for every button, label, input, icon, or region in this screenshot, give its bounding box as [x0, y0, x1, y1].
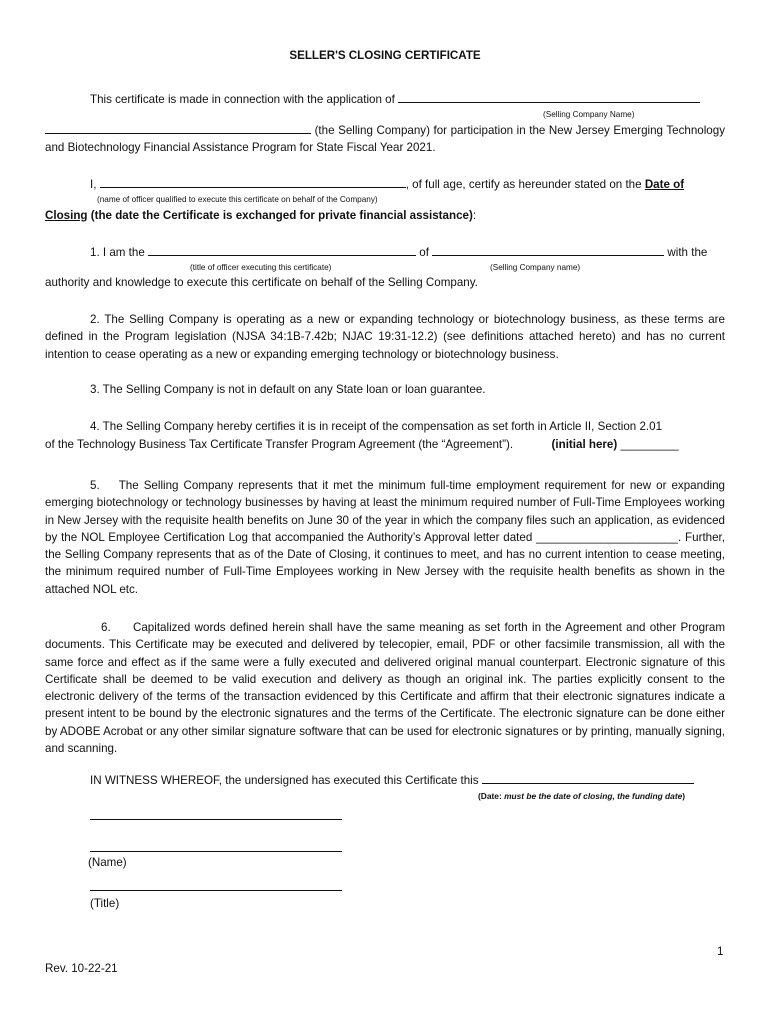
- caption-date-prefix: (Date:: [478, 791, 502, 801]
- item6-number: 6.: [101, 621, 111, 634]
- caption-company-name: (Selling Company Name): [543, 110, 635, 119]
- company-name-blank-3[interactable]: [432, 245, 664, 256]
- item1-line: [90, 245, 707, 260]
- intro-text: This certificate is made in connection with the application of: [90, 93, 395, 106]
- title-label: (Title): [90, 897, 120, 910]
- caption-officer: (name of officer qualified to execute this certificate on behalf of the Company): [97, 195, 378, 204]
- item4-line2: [45, 438, 679, 452]
- witness-line: [90, 773, 694, 788]
- witness-date-blank[interactable]: [482, 773, 694, 784]
- item4-text: of the Technology Business Tax Certificate Transfer Program Agreement (the “Agreement”).: [45, 438, 514, 451]
- revision-label: Rev. 10-22-21: [45, 962, 118, 975]
- officer-name-blank[interactable]: [100, 177, 406, 188]
- title-line[interactable]: [90, 890, 342, 891]
- closing-colon: :: [472, 209, 477, 222]
- approval-date-blank[interactable]: ______________________.: [536, 530, 682, 544]
- closing-line: [45, 209, 476, 223]
- witness-caption: [478, 791, 685, 801]
- intro-line1: [90, 92, 700, 107]
- item5-number: 5.: [90, 479, 100, 492]
- item1-lead: 1. I am the: [90, 246, 145, 259]
- item1-line2: authority and knowledge to execute this certificate on behalf of the Selling Company.: [45, 276, 478, 289]
- certify-prefix: I,: [90, 178, 97, 191]
- caption-date-italic: must be the date of closing, the funding date: [504, 791, 683, 801]
- certify-line: [90, 177, 684, 192]
- officer-title-blank[interactable]: [148, 245, 416, 256]
- item1-of: of: [419, 246, 429, 259]
- item3-line: 3. The Selling Company is not in default on any State loan or loan guarantee.: [90, 383, 486, 396]
- item5-text-a: The Selling Company represents that it met the minimum full-time employment requirement for new or expanding emerging biotechnology or technology businesses by having at least the minimum required number of Full-Time Employees working in New Jersey with the requisite health benefits on June 30 of the year in which the company files such an application, as evidenced by the NOL Employee Certification Log that accompanied the Authority’s Approval letter dated: [45, 479, 725, 544]
- company-name-blank-2[interactable]: [45, 123, 311, 134]
- caption-company-name-2: (Selling Company name): [490, 263, 581, 272]
- page-title: SELLER'S CLOSING CERTIFICATE: [289, 49, 481, 62]
- company-name-blank[interactable]: [398, 92, 700, 103]
- signature-line[interactable]: [90, 819, 342, 820]
- item2-paragraph: 2. The Selling Company is operating as a new or expanding technology or biotechnology business, as these terms are defined in the Program legislation (NJSA 34:1B-7.42b; NJAC 19:31-12.2) (see definitions attached hereto) and has no current intention to cease operating as a new or expanding emerging technology or biotechnology business.: [45, 313, 725, 361]
- item5-text-b: Further, the Selling Company represents that as of the Date of Closing, it continues to meet, and has no current intention to cease meeting, the minimum required number of Full-Time Employees working in New Jersey with the requisite health benefits as shown in the attached NOL etc.: [45, 530, 725, 596]
- intro-paragraph: [45, 122, 725, 157]
- item6-text: Capitalized words defined herein shall have the same meaning as set forth in the Agreement and other Program documents. This Certificate may be executed and delivered by telecopier, email, PDF or other facsimile transmission, all with the same force and effect as if the same were a fully executed and delivered original manual counterpart. Electronic signature of this Certificate shall be deemed to be valid execution and delivery as though an original ink. The parties explicitly consent to the electronic delivery of the terms of the transaction evidenced by this Certificate and affirm that their electronic signatures indicate a present intent to be bound by the electronic signatures and the terms of the Certificate. The electronic signature can be done either by ADOBE Acrobat or any other similar signature software that can be used for electronic signatures or by printing, manually signing, and scanning.: [45, 621, 725, 756]
- item6-paragraph: [45, 619, 725, 757]
- closing-definition: (the date the Certificate is exchanged for private financial assistance): [90, 209, 473, 222]
- caption-date-suffix: ): [682, 791, 686, 801]
- item1-with: with the: [667, 246, 708, 259]
- closing-label: Closing: [45, 209, 88, 222]
- caption-officer-title: (title of officer executing this certificate): [190, 263, 332, 272]
- name-line[interactable]: [90, 851, 342, 852]
- date-of-label: Date of: [644, 178, 685, 191]
- page-number: 1: [717, 945, 724, 958]
- initial-blank[interactable]: _________: [620, 438, 679, 451]
- name-label: (Name): [88, 856, 127, 869]
- item5-paragraph: [45, 477, 725, 598]
- certify-suffix: , of full age, certify as hereunder stated on the: [405, 178, 642, 191]
- initial-here-label: (initial here): [551, 438, 618, 451]
- item4-line1: 4. The Selling Company hereby certifies it is in receipt of the compensation as set forth in Article II, Section 2.01: [90, 420, 663, 433]
- intro-text-2: (the Selling Company) for participation in the New Jersey Emerging Technology and Biotechnology Financial Assistance Program for State Fiscal Year 2021.: [45, 124, 725, 155]
- witness-text: IN WITNESS WHEREOF, the undersigned has executed this Certificate this: [90, 774, 479, 787]
